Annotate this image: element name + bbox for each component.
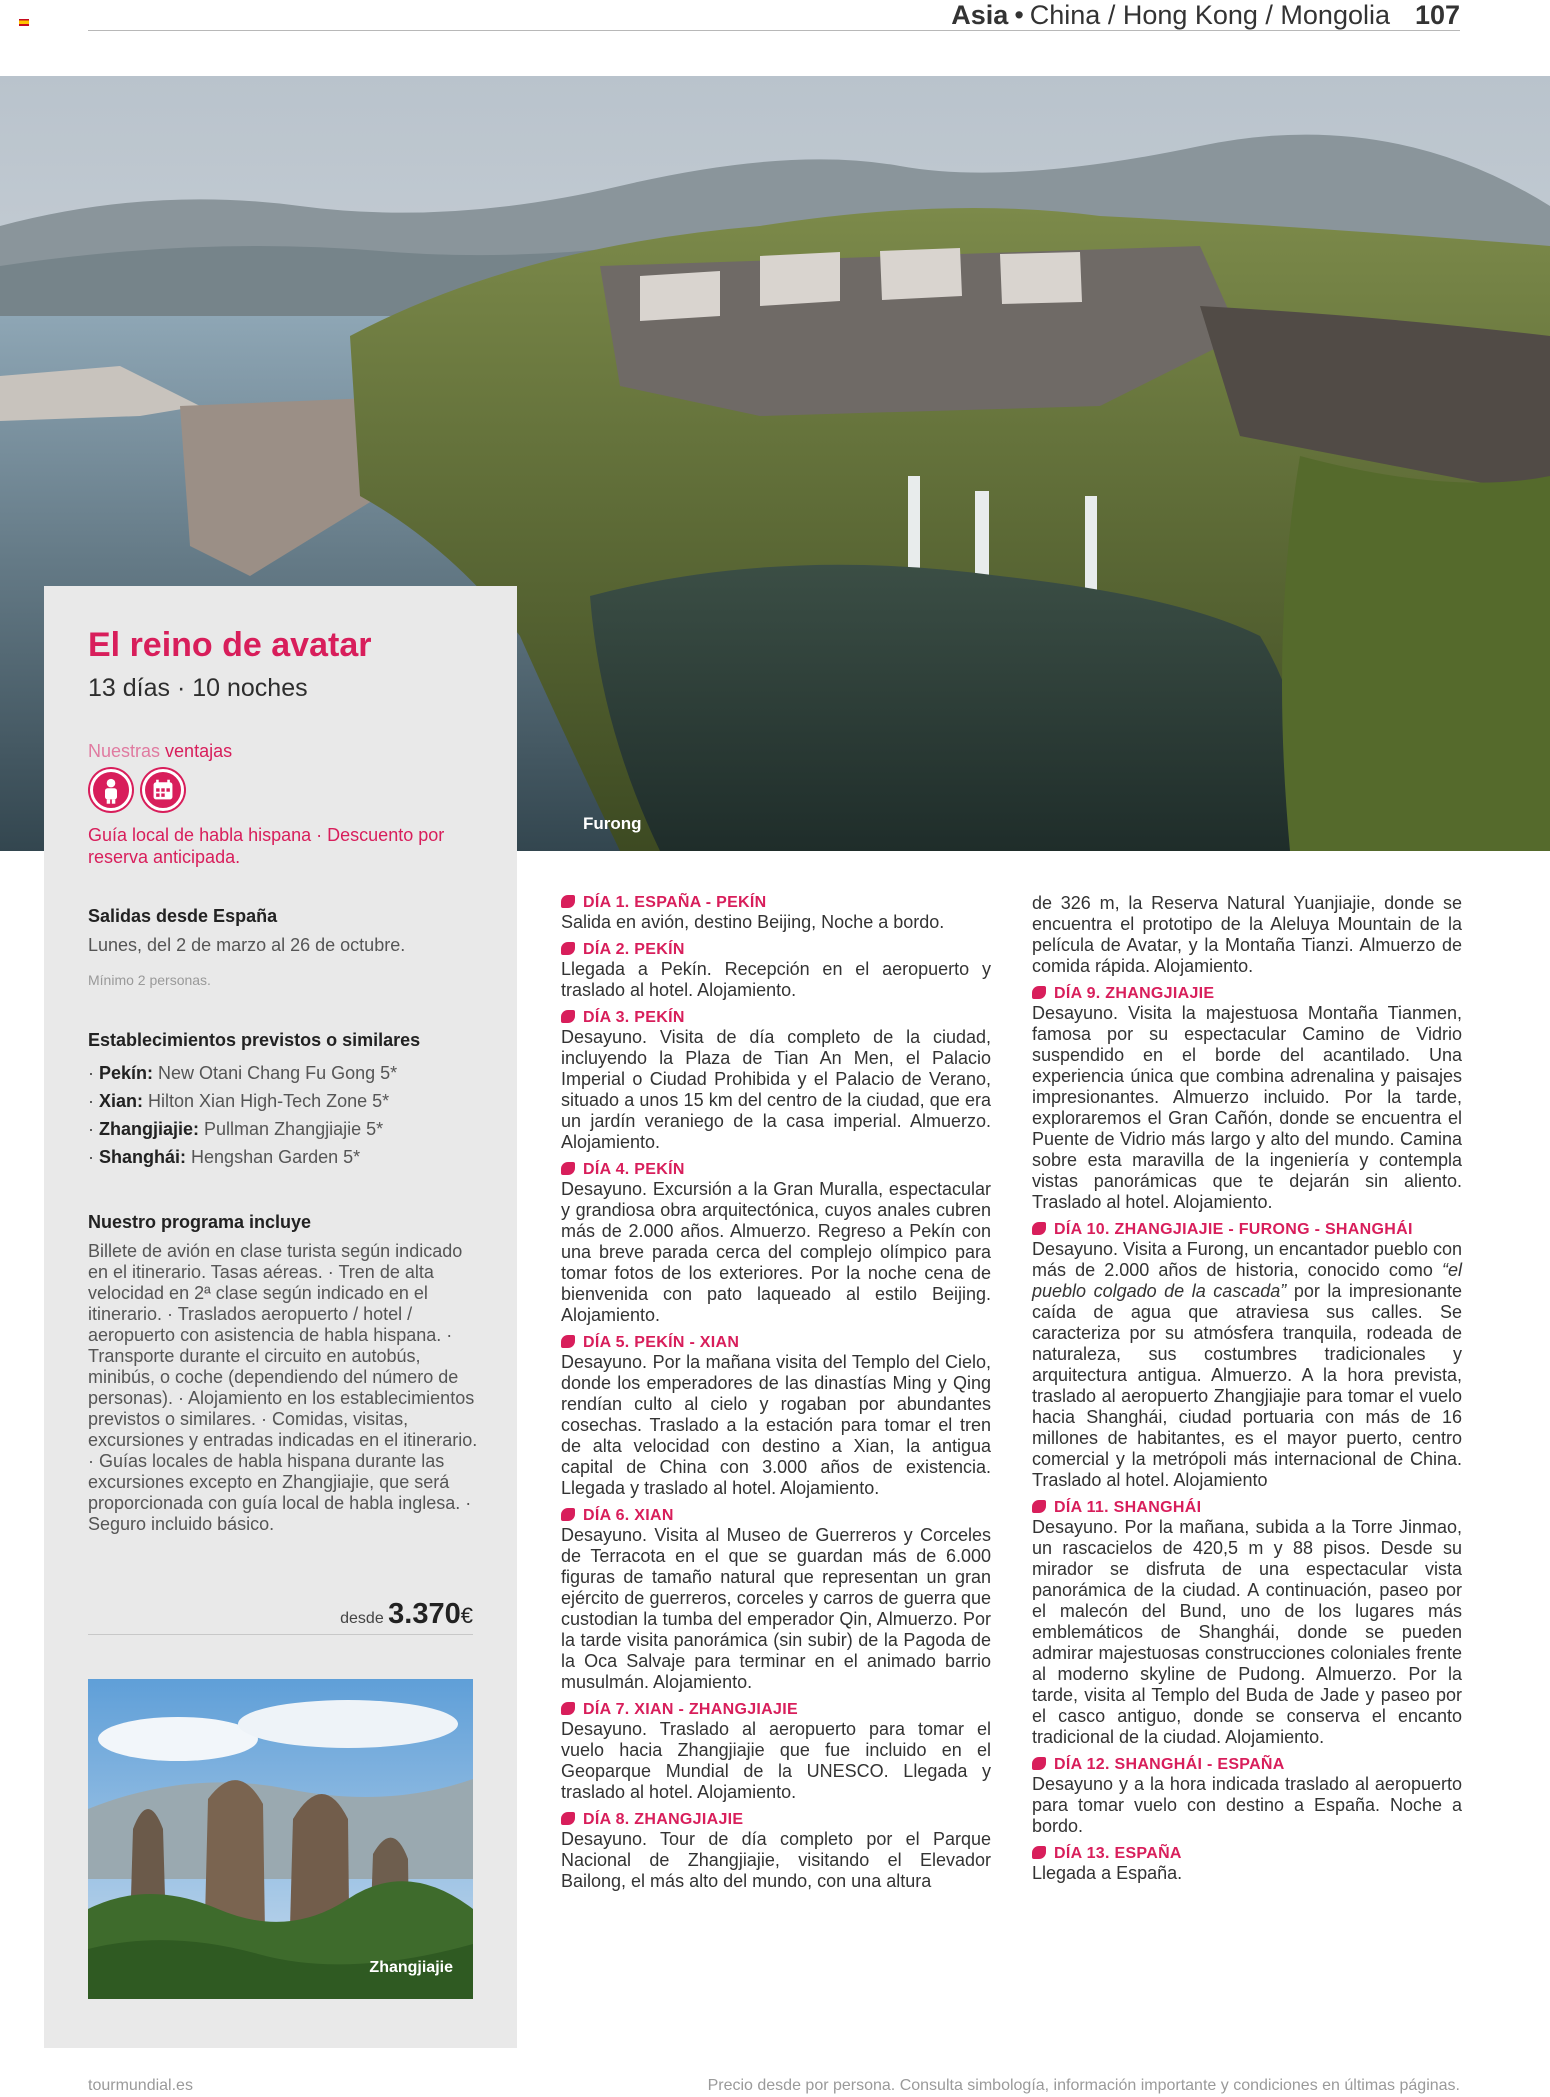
day-9: DÍA 9. ZHANGJIAJIE Desayuno. Visita la majestuosa Montaña Tianmen, famosa por su espectacular Camino de Vidrio suspendido en el borde del acantilado. Una experiencia única que combina adrenalina y paisajes impresionantes. Almuerzo incluido. Por la tarde, exploraremos el Gran Cañón, donde se encuentra el Puente de Vidrio más largo y alto del mundo. Camina sobre esta maravilla de la ingeniería y contempla vistas panorámicas que te dejarán sin aliento. Traslado al hotel. Alojamiento. <box>1032 985 1462 1212</box>
price-divider <box>88 1634 473 1635</box>
zhangjiajie-photo <box>88 1679 473 1999</box>
departures-heading: Salidas desde España <box>88 906 278 926</box>
day-7: DÍA 7. XIAN - ZHANGJIAJIE Desayuno. Traslado al aeropuerto para tomar el vuelo hacia Zhangjiajie que fue incluido en el Geoparque Mundial de la UNESCO. Llegada y traslado al hotel. Alojamiento. <box>561 1701 991 1802</box>
day-10: DÍA 10. ZHANGJIAJIE - FURONG - SHANGHÁI Desayuno. Visita a Furong, un encantador pueblo con más de 2.000 años de historia, conocido como “el pueblo colgado de la cascada” por la impresionante caída de agua que atraviesa sus calles. Se caracteriza por su atmósfera tranquila, rodeada de naturaleza, sus costumbres tradicionales y arquitectura antigua. Almuerzo. A la hora prevista, traslado al aeropuerto Zhangjiajie para tomar el vuelo hacia Shanghái, ciudad portuaria con más de 16 millones de habitantes, es el mayor puerto, centro comercial y la metrópoli más internacional de China. Traslado al hotel. Alojamiento <box>1032 1221 1462 1490</box>
hotel-item: · Shanghái: Hengshan Garden 5* <box>88 1143 397 1171</box>
day-12: DÍA 12. SHANGHÁI - ESPAÑA Desayuno y a la hora indicada traslado al aeropuerto para tomar vuelo con destino a España. Noche a bordo. <box>1032 1756 1462 1836</box>
day-2: DÍA 2. PEKÍN Llegada a Pekín. Recepción en el aeropuerto y traslado al hotel. Alojamiento. <box>561 941 991 1000</box>
day-11: DÍA 11. SHANGHÁI Desayuno. Por la mañana, subida a la Torre Jinmao, un rascacielos de 420,5 m y 88 pisos. Desde su mirador se disfruta de una espectacular vista panorámica de la ciudad. A continuación, paseo por el malecón del Bund, uno de los lugares más emblemáticos de Shanghái, donde se pueden admirar majestuosas construcciones coloniales frente al moderno skyline de Pudong. Almuerzo. Por la tarde, visita al Templo del Buda de Jade y paseo por el casco antiguo, donde se conserva el encanto tradicional de la ciudad. Alojamiento. <box>1032 1499 1462 1747</box>
itinerary-column-1 <box>561 893 991 1899</box>
minimum-persons: Mínimo 2 personas. <box>88 972 211 988</box>
zhangjiajie-landscape-image <box>88 1679 473 1999</box>
price-value: 3.370 <box>388 1598 461 1630</box>
spain-flag-icon <box>19 19 29 26</box>
advantages-word: ventajas <box>165 741 233 761</box>
header-region: Asia <box>951 0 1009 30</box>
hotels-list <box>88 1059 397 1171</box>
hero-caption: Furong <box>583 814 642 833</box>
includes-text: Billete de avión en clase turista según indicado en el itinerario. Tasas aéreas. · Tren de alta velocidad en 2ª clase según indicado en el itinerario. · Traslados aeropuerto / hotel / aeropuerto con asistencia de habla hispana. · Transporte durante el circuito en autobús, minibús, o coche (dependiendo del número de personas). · Alojamiento en los establecimientos previstos o similares. · Comidas, visitas, excursiones y entradas indicadas en el itinerario. · Guías locales de habla hispana durante las excursiones excepto en Zhangjiajie, que será proporcionada con guía local de habla inglesa. · Seguro incluido básico. <box>88 1241 478 1534</box>
page-header: Asia • China / Hong Kong / Mongolia <box>951 0 1390 30</box>
departures-text: Lunes, del 2 de marzo al 26 de octubre. <box>88 935 406 955</box>
itinerary-column-2 <box>1032 893 1462 1891</box>
day-8: DÍA 8. ZHANGJIAJIE Desayuno. Tour de día completo por el Parque Nacional de Zhangjiajie, visitando el Elevador Bailong, el más alto del mundo, con una altura <box>561 1811 991 1891</box>
hotels-heading: Establecimientos previstos o similares <box>88 1030 421 1050</box>
trip-duration: 13 días · 10 noches <box>88 674 308 702</box>
footer-website-link[interactable]: tourmundial.es <box>88 2077 193 2094</box>
day-5: DÍA 5. PEKÍN - XIAN Desayuno. Por la mañana visita del Templo del Cielo, donde los emperadores de las dinastías Ming y Qing rendían culto al cielo y rogaban por abundantes cosechas. Traslado a la estación para tomar el tren de alta velocidad con destino a Xian, la antigua capital de China con 3.000 años de existencia. Llegada y traslado al hotel. Alojamiento. <box>561 1334 991 1498</box>
header-countries: China / Hong Kong / Mongolia <box>1029 0 1390 30</box>
hotel-item: · Zhangjiajie: Pullman Zhangjiajie 5* <box>88 1115 397 1143</box>
advantages-prefix: Nuestras <box>88 741 161 761</box>
advantages-text: Guía local de habla hispana · Descuento por reserva anticipada. <box>88 825 445 867</box>
day-3: DÍA 3. PEKÍN Desayuno. Visita de día completo de la ciudad, incluyendo la Plaza de Tian An Men, el Palacio Imperial o Ciudad Prohibida y el Palacio de Verano, situado a unos 15 km del centro de la ciudad, que era un jardín veraniego de la casa imperial. Almuerzo. Alojamiento. <box>561 1009 991 1152</box>
trip-summary-panel <box>44 586 517 2048</box>
hotel-item: · Pekín: New Otani Chang Fu Gong 5* <box>88 1059 397 1087</box>
header-divider <box>88 30 1460 31</box>
day-6: DÍA 6. XIAN Desayuno. Visita al Museo de Guerreros y Corceles de Terracota en el que se guardan más de 6.000 figuras de tamaño natural que representan un gran ejército de guerreros, corceles y carros de guerra que custodian la tumba del emperador Qin, Almuerzo. Por la tarde visita panorámica (sin subir) de la Pagoda de la Oca Salvaje para terminar en el animado barrio musulmán. Alojamiento. <box>561 1507 991 1692</box>
calendar-icon <box>142 769 184 811</box>
price-currency: € <box>460 1603 473 1628</box>
day-1: DÍA 1. ESPAÑA - PEKÍN Salida en avión, destino Beijing, Noche a bordo. <box>561 893 991 933</box>
thumb-caption: Zhangjiajie <box>369 1959 453 1976</box>
page-number: 107 <box>1414 0 1460 30</box>
footer-note: Precio desde por persona. Consulta simbología, información importante y condiciones en últimas páginas. <box>707 2077 1460 2094</box>
price-from-label: desde <box>340 1610 384 1627</box>
day-8-continued: de 326 m, la Reserva Natural Yuanjiajie, donde se encuentra el prototipo de la Aleluya Mountain de la película de Avatar, y la Montaña Tianzi. Almuerzo de comida rápida. Alojamiento. <box>1032 893 1462 976</box>
guide-icon <box>90 769 132 811</box>
trip-title: El reino de avatar <box>88 626 372 664</box>
hotel-item: · Xian: Hilton Xian High-Tech Zone 5* <box>88 1087 397 1115</box>
day-4: DÍA 4. PEKÍN Desayuno. Excursión a la Gran Muralla, espectacular y grandiosa obra arquitectónica, cuyos anales cubren más de 2.000 años. Almuerzo. Regreso a Pekín con una breve parada cerca del complejo olímpico para tomar fotos de los exteriores. Por la noche cena de bienvenida con pato laqueado al estilo Beijing. Alojamiento. <box>561 1161 991 1325</box>
price <box>88 1598 473 1631</box>
day-13: DÍA 13. ESPAÑA Llegada a España. <box>1032 1844 1462 1884</box>
includes-heading: Nuestro programa incluye <box>88 1212 312 1232</box>
advantages-heading <box>88 741 232 762</box>
